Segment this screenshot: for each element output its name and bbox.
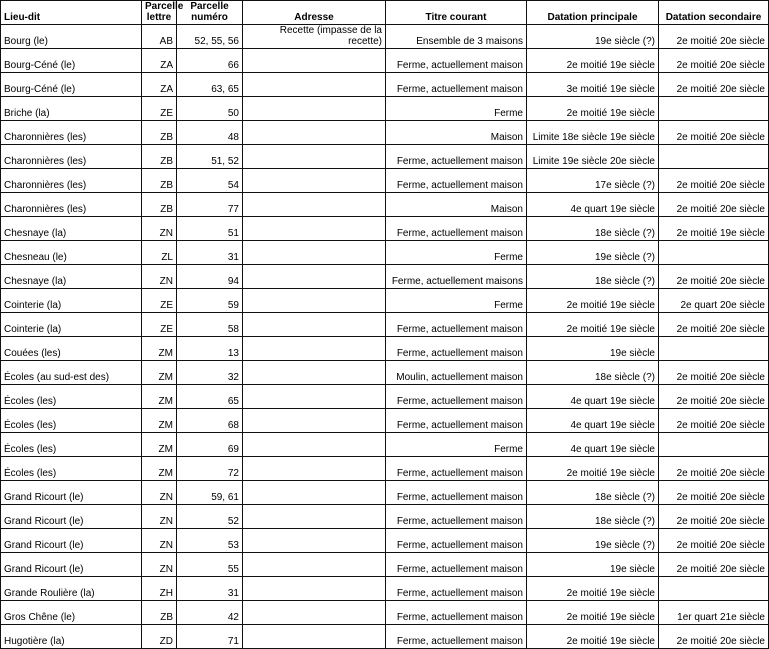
table-row: [1, 265, 769, 289]
cell-parcelle-numero: 94: [177, 265, 243, 289]
cell-datation-secondaire: [659, 577, 769, 601]
cell-datation-principale: 19e siècle: [527, 553, 659, 577]
cell-datation-secondaire: 2e moitié 20e siècle: [659, 121, 769, 145]
cell-parcelle-lettre: ZL: [142, 241, 177, 265]
cell-datation-principale: 4e quart 19e siècle: [527, 385, 659, 409]
cell-titre-courant: Ferme, actuellement maison: [386, 577, 527, 601]
cell-parcelle-lettre: ZM: [142, 337, 177, 361]
cell-titre-courant: Moulin, actuellement maison: [386, 361, 527, 385]
cell-adresse: [243, 73, 386, 97]
cell-datation-secondaire: [659, 145, 769, 169]
cell-adresse: [243, 457, 386, 481]
cell-datation-secondaire: [659, 433, 769, 457]
col-header-adresse: Adresse: [243, 1, 386, 25]
cell-parcelle-lettre: ZB: [142, 193, 177, 217]
col-header-titre-courant: Titre courant: [386, 1, 527, 25]
header-row: [1, 1, 769, 25]
cell-lieu-dit: Charonnières (les): [1, 145, 142, 169]
cell-parcelle-numero: 31: [177, 241, 243, 265]
cell-parcelle-numero: 77: [177, 193, 243, 217]
cell-adresse: [243, 481, 386, 505]
cell-parcelle-lettre: ZN: [142, 529, 177, 553]
table-row: [1, 385, 769, 409]
cell-titre-courant: Ferme, actuellement maison: [386, 457, 527, 481]
cell-parcelle-numero: 52: [177, 505, 243, 529]
cell-datation-principale: 4e quart 19e siècle: [527, 433, 659, 457]
cell-titre-courant: Ensemble de 3 maisons: [386, 25, 527, 49]
cell-datation-principale: 2e moitié 19e siècle: [527, 625, 659, 649]
cell-datation-secondaire: 2e quart 20e siècle: [659, 289, 769, 313]
cell-parcelle-lettre: ZA: [142, 49, 177, 73]
cell-adresse: [243, 409, 386, 433]
cell-adresse: [243, 625, 386, 649]
cell-parcelle-lettre: ZN: [142, 265, 177, 289]
table-row: [1, 25, 769, 49]
cell-parcelle-numero: 50: [177, 97, 243, 121]
cell-titre-courant: Ferme: [386, 433, 527, 457]
table-row: [1, 601, 769, 625]
cell-lieu-dit: Écoles (au sud-est des): [1, 361, 142, 385]
cell-parcelle-numero: 42: [177, 601, 243, 625]
cell-adresse: [243, 121, 386, 145]
cell-parcelle-lettre: ZN: [142, 505, 177, 529]
cell-lieu-dit: Bourg-Céné (le): [1, 49, 142, 73]
cell-lieu-dit: Écoles (les): [1, 433, 142, 457]
cell-parcelle-lettre: ZB: [142, 169, 177, 193]
cell-lieu-dit: Couées (les): [1, 337, 142, 361]
cell-parcelle-lettre: AB: [142, 25, 177, 49]
cell-parcelle-lettre: ZN: [142, 217, 177, 241]
cell-parcelle-lettre: ZB: [142, 601, 177, 625]
cell-adresse: [243, 577, 386, 601]
cell-adresse: [243, 49, 386, 73]
cell-datation-secondaire: 2e moitié 19e siècle: [659, 217, 769, 241]
cell-parcelle-lettre: ZE: [142, 97, 177, 121]
cell-parcelle-lettre: ZA: [142, 73, 177, 97]
cell-parcelle-numero: 48: [177, 121, 243, 145]
cell-lieu-dit: Briche (la): [1, 97, 142, 121]
cell-parcelle-lettre: ZH: [142, 577, 177, 601]
col-header-parcelle-lettre: Parcelle lettre: [142, 1, 177, 25]
table-row: [1, 361, 769, 385]
cell-lieu-dit: Grand Ricourt (le): [1, 481, 142, 505]
cell-adresse: [243, 145, 386, 169]
cell-datation-principale: 4e quart 19e siècle: [527, 409, 659, 433]
cell-parcelle-numero: 32: [177, 361, 243, 385]
table-row: [1, 145, 769, 169]
cell-adresse: [243, 169, 386, 193]
cell-adresse: [243, 217, 386, 241]
cell-datation-principale: 4e quart 19e siècle: [527, 193, 659, 217]
cell-lieu-dit: Grand Ricourt (le): [1, 529, 142, 553]
cell-adresse: [243, 601, 386, 625]
cell-datation-principale: 2e moitié 19e siècle: [527, 457, 659, 481]
table-row: [1, 529, 769, 553]
cell-parcelle-lettre: ZM: [142, 385, 177, 409]
table-row: [1, 193, 769, 217]
cell-titre-courant: Maison: [386, 121, 527, 145]
cell-parcelle-lettre: ZE: [142, 289, 177, 313]
cell-titre-courant: Ferme, actuellement maison: [386, 49, 527, 73]
cell-adresse: [243, 529, 386, 553]
table-row: [1, 577, 769, 601]
cell-adresse: [243, 241, 386, 265]
cell-adresse: [243, 265, 386, 289]
table-row: [1, 457, 769, 481]
cell-datation-principale: 2e moitié 19e siècle: [527, 313, 659, 337]
cell-titre-courant: Ferme, actuellement maison: [386, 601, 527, 625]
table-row: [1, 433, 769, 457]
cell-parcelle-numero: 52, 55, 56: [177, 25, 243, 49]
cell-parcelle-lettre: ZB: [142, 121, 177, 145]
cell-parcelle-numero: 51, 52: [177, 145, 243, 169]
cell-parcelle-numero: 65: [177, 385, 243, 409]
cell-lieu-dit: Chesneau (le): [1, 241, 142, 265]
table-row: [1, 337, 769, 361]
cell-adresse: [243, 385, 386, 409]
cell-titre-courant: Ferme, actuellement maison: [386, 73, 527, 97]
cell-datation-principale: 2e moitié 19e siècle: [527, 289, 659, 313]
cell-titre-courant: Ferme, actuellement maisons: [386, 265, 527, 289]
cell-datation-principale: 18e siècle (?): [527, 505, 659, 529]
table-row: [1, 481, 769, 505]
cell-parcelle-lettre: ZE: [142, 313, 177, 337]
cell-titre-courant: Ferme, actuellement maison: [386, 385, 527, 409]
table-row: [1, 217, 769, 241]
cell-adresse: [243, 361, 386, 385]
cell-parcelle-numero: 68: [177, 409, 243, 433]
cell-datation-secondaire: 2e moitié 20e siècle: [659, 385, 769, 409]
cell-titre-courant: Ferme, actuellement maison: [386, 169, 527, 193]
cell-parcelle-numero: 55: [177, 553, 243, 577]
cell-parcelle-numero: 31: [177, 577, 243, 601]
table-row: [1, 313, 769, 337]
cell-datation-principale: 18e siècle (?): [527, 217, 659, 241]
table-row: [1, 553, 769, 577]
cell-datation-principale: 19e siècle (?): [527, 25, 659, 49]
cell-datation-principale: 19e siècle: [527, 337, 659, 361]
cell-parcelle-lettre: ZB: [142, 145, 177, 169]
cell-datation-secondaire: 2e moitié 20e siècle: [659, 481, 769, 505]
cell-datation-principale: 18e siècle (?): [527, 481, 659, 505]
table-row: [1, 49, 769, 73]
cell-adresse: [243, 289, 386, 313]
cell-lieu-dit: Charonnières (les): [1, 193, 142, 217]
cell-titre-courant: Ferme: [386, 289, 527, 313]
cell-adresse: [243, 97, 386, 121]
table-row: [1, 241, 769, 265]
cell-parcelle-numero: 51: [177, 217, 243, 241]
col-header-lieu-dit: Lieu-dit: [1, 1, 142, 25]
cell-titre-courant: Ferme, actuellement maison: [386, 409, 527, 433]
cell-lieu-dit: Écoles (les): [1, 457, 142, 481]
cell-titre-courant: Ferme: [386, 241, 527, 265]
cell-lieu-dit: Écoles (les): [1, 385, 142, 409]
cell-parcelle-numero: 71: [177, 625, 243, 649]
cell-datation-principale: 3e moitié 19e siècle: [527, 73, 659, 97]
cell-adresse: [243, 313, 386, 337]
cell-parcelle-numero: 53: [177, 529, 243, 553]
cell-datation-principale: 2e moitié 19e siècle: [527, 97, 659, 121]
cell-titre-courant: Maison: [386, 193, 527, 217]
cell-datation-secondaire: 2e moitié 20e siècle: [659, 553, 769, 577]
cell-parcelle-numero: 59, 61: [177, 481, 243, 505]
cell-datation-secondaire: [659, 97, 769, 121]
cell-parcelle-lettre: ZM: [142, 433, 177, 457]
cell-parcelle-numero: 63, 65: [177, 73, 243, 97]
cell-datation-secondaire: [659, 337, 769, 361]
cell-datation-secondaire: 2e moitié 20e siècle: [659, 625, 769, 649]
cell-parcelle-numero: 72: [177, 457, 243, 481]
cell-lieu-dit: Cointerie (la): [1, 313, 142, 337]
cell-parcelle-numero: 13: [177, 337, 243, 361]
cell-lieu-dit: Bourg (le): [1, 25, 142, 49]
cell-datation-principale: 2e moitié 19e siècle: [527, 601, 659, 625]
cell-datation-secondaire: 2e moitié 20e siècle: [659, 529, 769, 553]
cell-lieu-dit: Grand Ricourt (le): [1, 553, 142, 577]
table-row: [1, 121, 769, 145]
cell-lieu-dit: Bourg-Céné (le): [1, 73, 142, 97]
cell-parcelle-numero: 58: [177, 313, 243, 337]
table-row: [1, 409, 769, 433]
cell-lieu-dit: Grand Ricourt (le): [1, 505, 142, 529]
cell-parcelle-lettre: ZN: [142, 553, 177, 577]
cell-datation-secondaire: 2e moitié 20e siècle: [659, 409, 769, 433]
cell-lieu-dit: Grande Roulière (la): [1, 577, 142, 601]
col-header-datation-secondaire: Datation secondaire: [659, 1, 769, 25]
col-header-parcelle-numero: Parcelle numéro: [177, 1, 243, 25]
cell-adresse: [243, 337, 386, 361]
cell-titre-courant: Ferme, actuellement maison: [386, 505, 527, 529]
cell-lieu-dit: Chesnaye (la): [1, 217, 142, 241]
cell-adresse: [243, 433, 386, 457]
cell-titre-courant: Ferme, actuellement maison: [386, 481, 527, 505]
cell-lieu-dit: Hugotière (la): [1, 625, 142, 649]
cell-lieu-dit: Gros Chêne (le): [1, 601, 142, 625]
cell-datation-secondaire: 2e moitié 20e siècle: [659, 169, 769, 193]
cell-titre-courant: Ferme, actuellement maison: [386, 145, 527, 169]
cell-lieu-dit: Cointerie (la): [1, 289, 142, 313]
cell-datation-principale: 19e siècle (?): [527, 241, 659, 265]
cell-adresse: Recette (impasse de la recette): [243, 25, 386, 49]
cell-datation-secondaire: 2e moitié 20e siècle: [659, 361, 769, 385]
cell-lieu-dit: Charonnières (les): [1, 169, 142, 193]
cell-parcelle-lettre: ZD: [142, 625, 177, 649]
cell-parcelle-numero: 69: [177, 433, 243, 457]
cell-parcelle-lettre: ZM: [142, 361, 177, 385]
cell-datation-principale: 17e siècle (?): [527, 169, 659, 193]
cell-titre-courant: Ferme, actuellement maison: [386, 553, 527, 577]
cell-datation-principale: 2e moitié 19e siècle: [527, 577, 659, 601]
cell-adresse: [243, 553, 386, 577]
cell-adresse: [243, 193, 386, 217]
cell-lieu-dit: Chesnaye (la): [1, 265, 142, 289]
cell-datation-secondaire: 2e moitié 20e siècle: [659, 49, 769, 73]
cell-datation-principale: 2e moitié 19e siècle: [527, 49, 659, 73]
cell-lieu-dit: Charonnières (les): [1, 121, 142, 145]
table-row: [1, 169, 769, 193]
cell-datation-secondaire: 2e moitié 20e siècle: [659, 457, 769, 481]
cell-datation-secondaire: 2e moitié 20e siècle: [659, 505, 769, 529]
cell-datation-secondaire: 2e moitié 20e siècle: [659, 73, 769, 97]
cell-datation-secondaire: 2e moitié 20e siècle: [659, 313, 769, 337]
cell-datation-principale: 18e siècle (?): [527, 361, 659, 385]
cell-titre-courant: Ferme, actuellement maison: [386, 313, 527, 337]
col-header-datation-principale: Datation principale: [527, 1, 659, 25]
table-row: [1, 97, 769, 121]
cell-datation-secondaire: [659, 241, 769, 265]
cell-titre-courant: Ferme, actuellement maison: [386, 529, 527, 553]
table-row: [1, 505, 769, 529]
cell-parcelle-lettre: ZM: [142, 457, 177, 481]
cell-parcelle-numero: 54: [177, 169, 243, 193]
cell-datation-secondaire: 2e moitié 20e siècle: [659, 25, 769, 49]
cell-parcelle-numero: 59: [177, 289, 243, 313]
cell-parcelle-numero: 66: [177, 49, 243, 73]
cell-adresse: [243, 505, 386, 529]
cell-titre-courant: Ferme, actuellement maison: [386, 217, 527, 241]
cell-datation-secondaire: 1er quart 21e siècle: [659, 601, 769, 625]
cell-titre-courant: Ferme: [386, 97, 527, 121]
cell-datation-principale: 19e siècle (?): [527, 529, 659, 553]
cell-parcelle-lettre: ZN: [142, 481, 177, 505]
cell-datation-principale: Limite 18e siècle 19e siècle: [527, 121, 659, 145]
cell-parcelle-lettre: ZM: [142, 409, 177, 433]
cell-titre-courant: Ferme, actuellement maison: [386, 625, 527, 649]
cell-datation-secondaire: 2e moitié 20e siècle: [659, 193, 769, 217]
cell-datation-principale: 18e siècle (?): [527, 265, 659, 289]
cell-datation-principale: Limite 19e siècle 20e siècle: [527, 145, 659, 169]
cell-datation-secondaire: 2e moitié 20e siècle: [659, 265, 769, 289]
table-row: [1, 289, 769, 313]
cell-titre-courant: Ferme, actuellement maison: [386, 337, 527, 361]
table-row: [1, 73, 769, 97]
cell-lieu-dit: Écoles (les): [1, 409, 142, 433]
table-row: [1, 625, 769, 649]
